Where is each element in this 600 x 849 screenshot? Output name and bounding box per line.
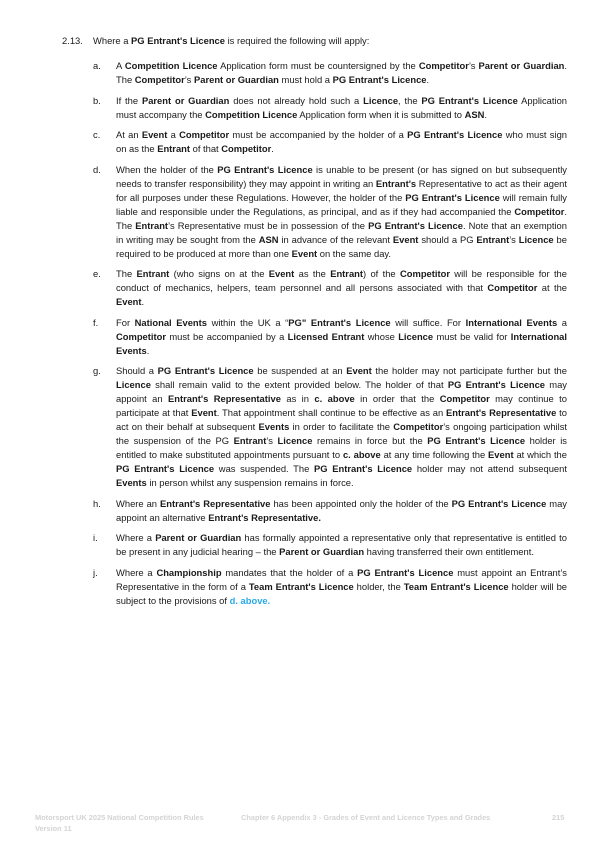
text-run: at which the	[513, 449, 567, 460]
clause-letter: a.	[93, 60, 101, 71]
defined-term: Events	[116, 477, 147, 488]
text-run: the holder may not participate further but the	[371, 365, 567, 376]
text-run: remains in force but the	[312, 435, 428, 446]
text-run: must hold a	[278, 74, 333, 85]
defined-term: Licence	[363, 94, 399, 106]
defined-term: PG Entrant's Licence	[407, 129, 503, 140]
defined-term: PG Entrant's Licence	[421, 94, 518, 106]
defined-term: Licence	[116, 379, 151, 390]
footer-chapter: Chapter 6 Appendix 3 - Grades of Event and Licence Types and Grades	[241, 813, 491, 822]
defined-term: Competitor	[439, 393, 490, 404]
text-run: .	[271, 143, 274, 154]
defined-term: PG Entrant's Licence	[217, 163, 313, 175]
footer-left	[35, 812, 204, 834]
text-run: should a PG	[418, 233, 477, 245]
clause-letter: d.	[93, 163, 101, 175]
clause-item	[93, 364, 567, 490]
text-run: When the holder of the	[116, 163, 218, 175]
defined-term: ASN	[258, 233, 279, 245]
text-run: at the	[537, 282, 568, 293]
text-run: is required the following will apply:	[224, 35, 370, 46]
defined-term: PG Entrant's Licence	[332, 74, 427, 85]
clause-item	[93, 267, 567, 309]
text-run: must be accompanied by the holder of a	[229, 129, 408, 140]
clause-item	[93, 128, 567, 156]
text-run: must be valid for	[433, 330, 511, 342]
text-run: A	[116, 60, 125, 71]
defined-term: Competitor	[134, 74, 185, 85]
text-run: Application must accompany the	[116, 94, 568, 120]
defined-term: Parent or Guardian	[155, 532, 242, 543]
text-run: Representative to act as their agent for all purposes under these Regulations. However, the holder of the	[116, 177, 567, 203]
defined-term: Event	[268, 268, 295, 279]
defined-term: PG Entrant's Licence	[447, 379, 546, 390]
text-run: in order to facilitate the	[289, 421, 394, 432]
text-run: Where a	[93, 35, 132, 46]
text-run: has formally appointed a representative only that representative is entitled to be present in any judicial hearing – the	[116, 532, 567, 557]
text-run: The	[116, 268, 137, 279]
clause-text	[116, 163, 567, 261]
clause-text	[116, 497, 567, 525]
text-run: ) of the	[363, 268, 400, 279]
text-run: a	[557, 316, 568, 328]
clause-item	[93, 531, 567, 559]
defined-term: Competitor	[418, 60, 469, 71]
defined-term: Entrant	[330, 268, 364, 279]
defined-term: Parent or Guardian	[478, 60, 565, 71]
defined-term: Parent or Guardian	[279, 546, 365, 557]
defined-term: Entrant	[476, 233, 510, 245]
page-number: 215	[552, 813, 565, 822]
defined-term: Entrant	[157, 143, 190, 154]
defined-term: Entrant	[233, 435, 267, 446]
clause-text	[116, 364, 567, 490]
defined-term: PG Entrant's Licence	[368, 219, 463, 231]
defined-term: Team Entrant's Licence	[248, 580, 354, 592]
defined-term: Event	[116, 296, 142, 307]
text-run: Application form when it is submitted to	[297, 108, 465, 120]
text-run: For	[116, 316, 135, 328]
defined-term: Licence	[518, 233, 554, 245]
section-2-13	[62, 34, 567, 614]
text-run: ’s	[509, 233, 519, 245]
text-run: ’s	[266, 435, 278, 446]
defined-term: International Events	[116, 330, 567, 356]
defined-term: Parent or Guardian	[141, 94, 230, 106]
text-run: . Note that an exemption in writing may be sought from the	[116, 219, 567, 245]
text-run: at any time following the	[380, 449, 489, 460]
clause-letter: i.	[93, 532, 98, 543]
text-run: .	[484, 108, 487, 120]
defined-term: PG Entrant's Licence	[405, 191, 500, 203]
text-run: must be accompanied by a	[166, 330, 288, 342]
defined-term: PG Entrant's Licence	[314, 463, 413, 474]
clause-letter: b.	[93, 94, 101, 106]
defined-term: PG Entrant's Licence	[157, 365, 254, 376]
text-run: Application form must be countersigned by the	[217, 60, 419, 71]
text-run: as in	[280, 393, 315, 404]
clause-list	[93, 59, 567, 608]
defined-term: Team Entrant's Licence	[403, 580, 509, 592]
clause-letter: h.	[93, 497, 101, 509]
defined-term: PG Entrant's Licence	[427, 435, 526, 446]
clause-item	[93, 316, 567, 358]
defined-term: International Events	[465, 316, 558, 328]
text-run: .	[426, 74, 430, 85]
text-run: will suffice. For	[390, 316, 466, 328]
text-run: . That appointment shall continue to be effective as an	[216, 407, 446, 418]
text-run: will be responsible for the conduct of mechanics, helpers, team personnel and all persons associated with that	[116, 268, 567, 293]
text-run: Where a	[116, 566, 157, 578]
defined-term: PG Entrant's Licence	[451, 497, 547, 509]
clause-item	[93, 59, 567, 87]
defined-term: Event	[346, 365, 372, 376]
text-run: At an	[116, 129, 142, 140]
clause-letter: c.	[93, 129, 101, 140]
defined-term: Competitor	[514, 205, 565, 217]
section-heading-text	[93, 34, 567, 48]
defined-term: Competitor	[487, 282, 538, 293]
defined-term: PG" Entrant's Licence	[288, 316, 391, 328]
clause-text	[116, 59, 567, 87]
text-run: in advance of the relevant	[278, 233, 393, 245]
text-run: be required to be produced at more than one	[116, 233, 567, 259]
text-run: ’s Representative must be in possession of the	[168, 219, 369, 231]
defined-term: Entrant's Representative	[160, 497, 271, 509]
defined-term: Competition Licence	[124, 60, 218, 71]
text-run: must appoint an Entrant’s Representative in the form of a	[116, 566, 567, 592]
text-run: shall remain valid to the extent provided below. The holder of that	[150, 379, 448, 390]
clause-letter: e.	[93, 268, 101, 279]
text-run: . The	[116, 60, 568, 85]
text-run: within the UK a “	[206, 316, 289, 328]
clause-text	[116, 316, 567, 358]
text-run: .	[146, 344, 150, 356]
clause-text	[116, 267, 567, 309]
text-run: Where an	[116, 497, 161, 509]
clause-text	[116, 128, 567, 156]
text-run: holder may not attend subsequent	[412, 463, 567, 474]
text-run: be suspended at an	[253, 365, 347, 376]
text-run: as the	[294, 268, 331, 279]
defined-term: Event	[291, 247, 318, 259]
text-run: will remain fully liable and responsible under the Regulations, as principal, and as if they had accompanied the	[116, 191, 567, 217]
defined-term: Entrant's	[375, 177, 417, 189]
clause-text	[116, 566, 567, 608]
defined-term: PG Entrant's Licence	[131, 35, 225, 46]
text-run: ’s	[184, 74, 194, 85]
clause-text	[116, 94, 567, 122]
defined-term: Event	[392, 233, 419, 245]
defined-term: Licensed Entrant	[287, 330, 365, 342]
clause-item	[93, 497, 567, 525]
text-run: to act on their behalf at subsequent	[116, 407, 567, 432]
clause-text	[116, 531, 567, 559]
defined-term: Competitor	[393, 421, 444, 432]
defined-term: Competitor	[179, 129, 230, 140]
defined-term: Entrant's Representative	[168, 393, 281, 404]
text-run: may appoint an alternative	[116, 497, 567, 523]
text-run: in order that the	[354, 393, 440, 404]
clause-item	[93, 566, 567, 608]
text-run: on the same day.	[317, 247, 391, 259]
clause-item	[93, 163, 567, 261]
defined-term: ASN	[464, 108, 485, 120]
defined-term: PG Entrant's Licence	[357, 566, 454, 578]
text-run: ’s ongoing participation whilst the suspension of the PG	[116, 421, 567, 446]
defined-term: Event	[191, 407, 217, 418]
defined-term: Parent or Guardian	[193, 74, 279, 85]
defined-term: Entrant's Representative	[446, 407, 557, 418]
defined-term: PG Entrant's Licence	[116, 463, 215, 474]
text-run: has been appointed only the holder of the	[270, 497, 452, 509]
defined-term: Entrant	[136, 268, 170, 279]
defined-term: Licence	[277, 435, 313, 446]
footer-version: Version 11	[35, 824, 72, 833]
text-run: mandates that the holder of a	[221, 566, 358, 578]
cross-reference-link[interactable]: d. above.	[229, 594, 271, 606]
text-run: holder is entitled to make substituted appointments pursuant to	[116, 435, 567, 460]
text-run: Where a	[116, 532, 156, 543]
clause-letter: j.	[93, 566, 98, 578]
text-run: Should a	[116, 365, 158, 376]
section-number: 2.13.	[62, 35, 83, 46]
defined-term: Competitor	[399, 268, 450, 279]
text-run: holder will be subject to the provisions of	[116, 580, 567, 606]
footer-doc-title: Motorsport UK 2025 National Competition Rules	[35, 813, 204, 822]
text-run: does not already hold such a	[229, 94, 364, 106]
defined-term: National Events	[134, 316, 207, 328]
defined-term: Event	[488, 449, 514, 460]
text-run: ’s	[468, 60, 479, 71]
section-heading	[62, 34, 567, 48]
defined-term: Event	[141, 129, 168, 140]
text-run: whose	[364, 330, 399, 342]
text-run: may appoint an	[116, 379, 567, 404]
defined-term: Championship	[156, 566, 222, 578]
clause-item	[93, 94, 567, 122]
text-run: who must sign on as the	[116, 129, 567, 154]
text-run: having transferred their own entitlement.	[364, 546, 534, 557]
defined-term: Competitor	[116, 330, 166, 342]
defined-term: Events	[258, 421, 290, 432]
text-run: (who signs on at the	[169, 268, 269, 279]
defined-term: Competition Licence	[205, 108, 298, 120]
text-run: .	[141, 296, 145, 307]
text-run: in person whilst any suspension remains in force.	[146, 477, 354, 488]
text-run: may continue to participate at that	[116, 393, 567, 418]
text-run: is unable to be present (or has signed on but subsequently needs to transfer responsibility) they may appoint in writing an	[116, 163, 567, 189]
defined-term: Licence	[398, 330, 434, 342]
defined-term: Competitor	[221, 143, 272, 154]
text-run: . The	[116, 205, 567, 231]
defined-term: Entrant's Representative.	[208, 511, 321, 523]
defined-term: c. above	[342, 449, 381, 460]
text-run: of that	[190, 143, 222, 154]
text-run: holder, the	[353, 580, 404, 592]
clause-letter: f.	[93, 316, 99, 328]
text-run: , the	[398, 94, 422, 106]
clause-letter: g.	[93, 365, 101, 376]
defined-term: c. above	[314, 393, 355, 404]
text-run: a	[167, 129, 180, 140]
text-run: If the	[116, 94, 142, 106]
defined-term: Entrant	[135, 219, 169, 231]
text-run: was suspended. The	[214, 463, 315, 474]
